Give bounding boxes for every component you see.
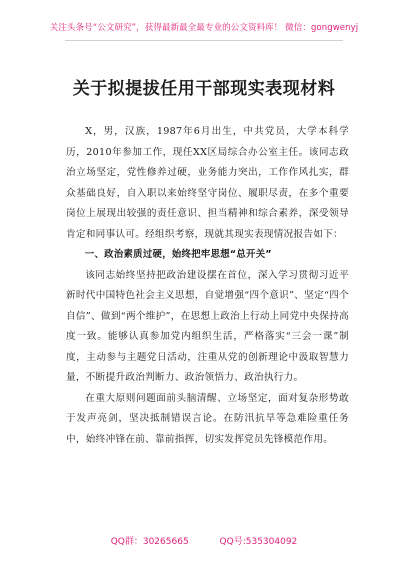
document-title: 关于拟提拔任用干部现实表现材料 bbox=[72, 79, 336, 99]
body-paragraph: 该同志始终坚持把政治建设摆在首位，深入学习贯彻习近平新时代中国特色社会主义思想，自觉增强“四个意识”、坚定“四个自信”、做到“两个维护”，在思想上政治上行动上同党中央保持高度一致。能够认真参加党内组织生活，严格落实“三会一课”制度，主动参与主题党日活动，注重从党的创新理论中汲取智慧力量，不断提升政治判断力、政治领悟力、政治执行力。 bbox=[66, 269, 349, 383]
footer-contact bbox=[0, 534, 408, 547]
header-divider bbox=[65, 40, 343, 41]
section-heading-1: 一、政治素质过硬，始终把牢思想“总开关” bbox=[84, 249, 272, 260]
header-watermark-note: 关注头条号“公文研究”，获得最新最全最专业的公文资料库！ 微信：gongwenyj bbox=[49, 23, 359, 33]
body-paragraph: 在重大原则问题面前头脑清醒、立场坚定，面对复杂形势敢于发声亮剑，坚决抵制错误言论。在防汛抗旱等急难险重任务中，始终冲锋在前、靠前指挥，切实发挥党员先锋模范作用。 bbox=[66, 392, 349, 445]
footer-qq-number: QQ号:535304092 bbox=[219, 537, 298, 547]
footer-qq-group: QQ群：30265665 bbox=[110, 537, 189, 547]
intro-paragraph: X，男，汉族，1987年6月出生，中共党员，大学本科学历，2010年参加工作，现任XX区局综合办公室主任。该同志政治立场坚定，党性修养过硬，业务能力突出，工作作风扎实，群众基础良好，自入职以来始终坚守岗位、履职尽责，在多个重要岗位上展现出较强的责任意识、担当精神和综合素养，深受领导肯定和同事认可。经组织考察，现就其现实表现情况报告如下： bbox=[66, 126, 349, 240]
document-body bbox=[66, 122, 349, 450]
